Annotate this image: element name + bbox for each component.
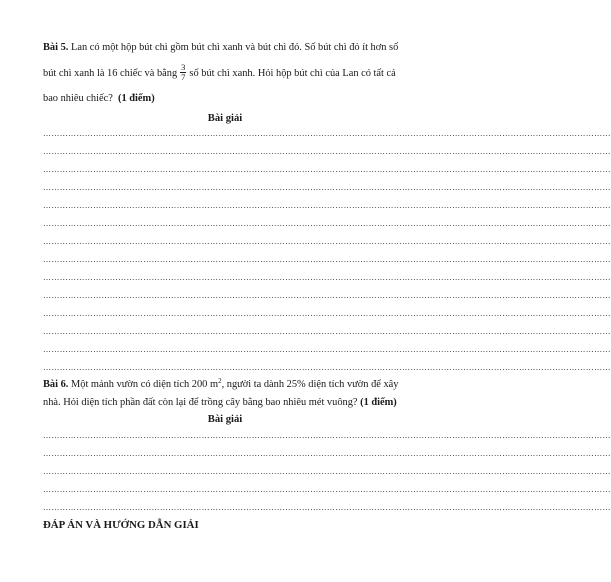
answer-line: ……………………………………………………………………………………………………………………………………………………………………………………: [43, 309, 611, 318]
answer-line: ……………………………………………………………………………………………………………………………………………………………………………………: [43, 363, 611, 372]
answer-line: ……………………………………………………………………………………………………………………………………………………………………………………: [43, 237, 611, 246]
bai5-text-1: Lan có một hộp bút chì gồm bút chì xanh và bút chì đỏ. Số bút chì đỏ ít hơn số: [68, 42, 399, 53]
bai6-text-1a: Một mảnh vườn có diện tích 200 m: [68, 379, 219, 390]
answer-line: ……………………………………………………………………………………………………………………………………………………………………………………: [43, 503, 611, 512]
superscript: 2: [218, 377, 222, 385]
answer-line: ……………………………………………………………………………………………………………………………………………………………………………………: [43, 273, 611, 282]
bai5-text-3: bao nhiêu chiếc?: [43, 93, 113, 104]
bai6-line-2: [43, 396, 408, 409]
answer-line: ……………………………………………………………………………………………………………………………………………………………………………………: [43, 165, 611, 174]
bai6-text-2: nhà. Hỏi diện tích phần đất còn lại để trồng cây bằng bao nhiêu mét vuông?: [43, 397, 358, 408]
bai5-line-3: [43, 92, 408, 105]
answer-line: ……………………………………………………………………………………………………………………………………………………………………………………: [43, 147, 611, 156]
bai6-label: Bài 6.: [43, 379, 69, 390]
answer-line: ……………………………………………………………………………………………………………………………………………………………………………………: [43, 255, 611, 264]
answer-line: ……………………………………………………………………………………………………………………………………………………………………………………: [43, 219, 611, 228]
bai5-text-2b: số bút chì xanh. Hỏi hộp bút chì của Lan có tất cả: [189, 68, 396, 79]
bai5-points: (1 điểm): [118, 93, 155, 104]
bai5-line-1: [43, 41, 408, 54]
bai6-line-1: [43, 378, 408, 391]
answer-line: ……………………………………………………………………………………………………………………………………………………………………………………: [43, 183, 611, 192]
answer-line: ……………………………………………………………………………………………………………………………………………………………………………………: [43, 449, 611, 458]
bai5-solution-heading: Bài giải: [207, 113, 243, 124]
answer-line: ……………………………………………………………………………………………………………………………………………………………………………………: [43, 129, 611, 138]
answer-section-heading: ĐÁP ÁN VÀ HƯỚNG DẪN GIẢI: [43, 519, 199, 531]
answer-line: ……………………………………………………………………………………………………………………………………………………………………………………: [43, 485, 611, 494]
bai6-text-1b: , người ta dành 25% diện tích vườn để xây: [221, 379, 399, 390]
bai6-solution-heading: Bài giải: [207, 414, 243, 425]
bai6-points: (1 điểm): [360, 397, 397, 408]
answer-line: ……………………………………………………………………………………………………………………………………………………………………………………: [43, 467, 611, 476]
fraction: [180, 63, 186, 82]
fraction-numerator: 3: [181, 62, 186, 73]
answer-line: ……………………………………………………………………………………………………………………………………………………………………………………: [43, 327, 611, 336]
fraction-denominator: 7: [181, 72, 186, 83]
answer-line: ……………………………………………………………………………………………………………………………………………………………………………………: [43, 201, 611, 210]
answer-line: ……………………………………………………………………………………………………………………………………………………………………………………: [43, 345, 611, 354]
answer-line: ……………………………………………………………………………………………………………………………………………………………………………………: [43, 291, 611, 300]
bai5-text-2a: bút chì xanh là 16 chiếc và bằng: [43, 68, 178, 79]
bai5-label: Bài 5.: [43, 42, 69, 53]
answer-line: ……………………………………………………………………………………………………………………………………………………………………………………: [43, 431, 611, 440]
bai5-line-2: [43, 63, 408, 85]
